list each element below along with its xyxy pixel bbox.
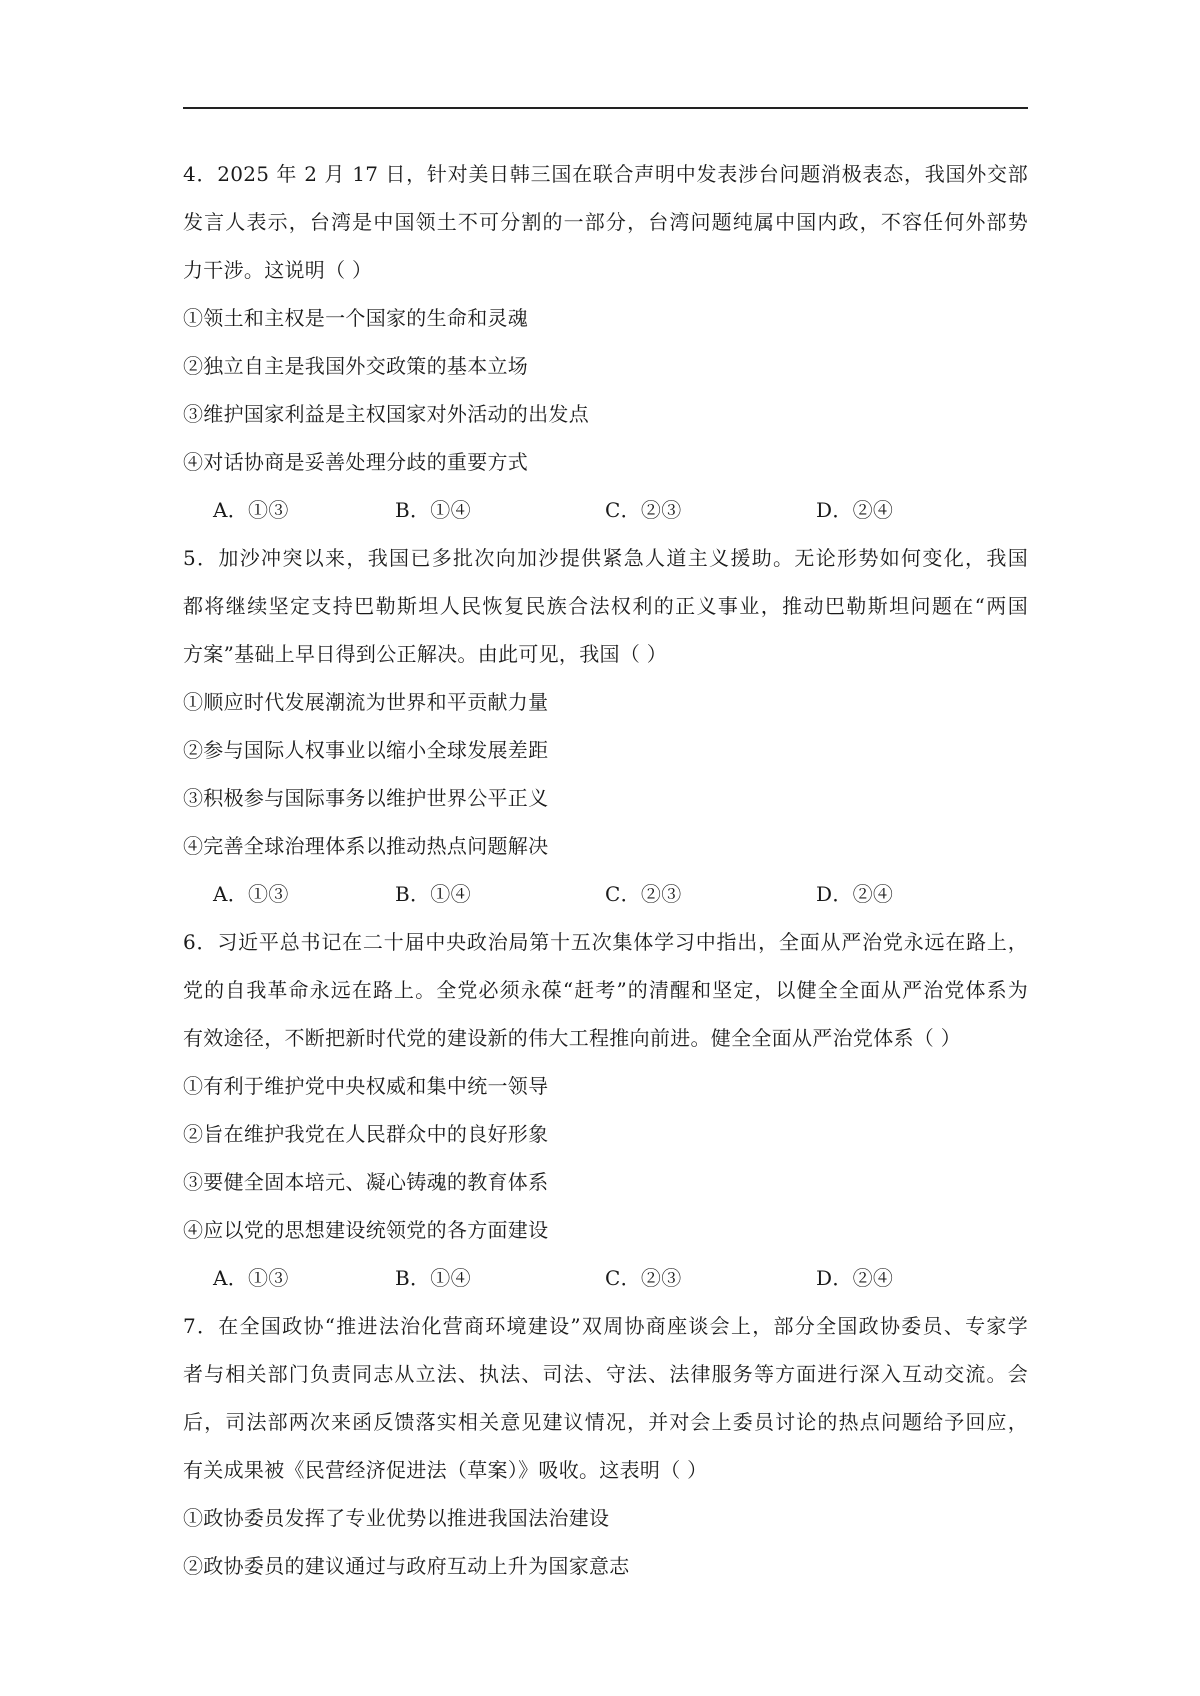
answer-options — [183, 486, 1028, 534]
option-b: B．①④ — [395, 1266, 471, 1290]
question-stem-line: 5．加沙冲突以来，我国已多批次向加沙提供紧急人道主义援助。无论形势如何变化，我国 — [183, 546, 1028, 570]
statement-item: ④应以党的思想建设统领党的各方面建设 — [183, 1218, 549, 1242]
question-stem-line: 党的自我革命永远在路上。全党必须永葆“赶考”的清醒和坚定，以健全全面从严治党体系为 — [183, 978, 1028, 1002]
option-c: C．②③ — [605, 498, 682, 522]
statement-item: ④对话协商是妥善处理分歧的重要方式 — [183, 450, 529, 474]
statement-item: ①有利于维护党中央权威和集中统一领导 — [183, 1074, 549, 1098]
option-c: C．②③ — [605, 882, 682, 906]
question-stem-line: 力干涉。这说明（ ） — [183, 258, 373, 282]
option-d: D．②④ — [816, 1266, 894, 1290]
statement-item: ②政协委员的建议通过与政府互动上升为国家意志 — [183, 1554, 630, 1578]
statement-item: ②参与国际人权事业以缩小全球发展差距 — [183, 738, 549, 762]
question-stem-line: 7．在全国政协“推进法治化营商环境建设”双周协商座谈会上，部分全国政协委员、专家学 — [183, 1314, 1028, 1338]
question-stem-line: 后，司法部两次来函反馈落实相关意见建议情况，并对会上委员讨论的热点问题给予回应， — [183, 1410, 1028, 1434]
statement-item: ①政协委员发挥了专业优势以推进我国法治建设 — [183, 1506, 610, 1530]
question-5 — [183, 534, 1028, 918]
question-stem-line: 发言人表示，台湾是中国领土不可分割的一部分，台湾问题纯属中国内政，不容任何外部势 — [183, 210, 1028, 234]
question-stem-line: 者与相关部门负责同志从立法、执法、司法、守法、法律服务等方面进行深入互动交流。会 — [183, 1362, 1028, 1386]
option-a: A．①③ — [213, 498, 289, 522]
statement-item: ②独立自主是我国外交政策的基本立场 — [183, 354, 529, 378]
option-c: C．②③ — [605, 1266, 682, 1290]
option-a: A．①③ — [213, 1266, 289, 1290]
question-stem-line: 都将继续坚定支持巴勒斯坦人民恢复民族合法权利的正义事业，推动巴勒斯坦问题在“两国 — [183, 594, 1028, 618]
statement-item: ③要健全固本培元、凝心铸魂的教育体系 — [183, 1170, 549, 1194]
statement-item: ②旨在维护我党在人民群众中的良好形象 — [183, 1122, 549, 1146]
option-a: A．①③ — [213, 882, 289, 906]
answer-options — [183, 870, 1028, 918]
question-stem-line: 6．习近平总书记在二十届中央政治局第十五次集体学习中指出，全面从严治党永远在路上， — [183, 930, 1028, 954]
option-b: B．①④ — [395, 498, 471, 522]
statement-item: ③维护国家利益是主权国家对外活动的出发点 — [183, 402, 589, 426]
header-rule — [183, 107, 1028, 109]
statement-item: ①顺应时代发展潮流为世界和平贡献力量 — [183, 690, 549, 714]
exam-page-content — [183, 150, 1028, 1590]
statement-item: ③积极参与国际事务以维护世界公平正义 — [183, 786, 549, 810]
question-stem-line: 有关成果被《民营经济促进法（草案）》吸收。这表明（ ） — [183, 1458, 708, 1482]
statement-item: ①领土和主权是一个国家的生命和灵魂 — [183, 306, 529, 330]
question-6 — [183, 918, 1028, 1302]
option-d: D．②④ — [816, 498, 894, 522]
answer-options — [183, 1254, 1028, 1302]
question-7 — [183, 1302, 1028, 1590]
question-stem-line: 有效途径，不断把新时代党的建设新的伟大工程推向前进。健全全面从严治党体系（ ） — [183, 1026, 962, 1050]
statement-item: ④完善全球治理体系以推动热点问题解决 — [183, 834, 549, 858]
option-d: D．②④ — [816, 882, 894, 906]
option-b: B．①④ — [395, 882, 471, 906]
question-4 — [183, 150, 1028, 534]
question-stem-line: 方案”基础上早日得到公正解决。由此可见，我国（ ） — [183, 642, 668, 666]
question-stem-line: 4．2025 年 2 月 17 日，针对美日韩三国在联合声明中发表涉台问题消极表态，我国外交部 — [183, 162, 1028, 186]
